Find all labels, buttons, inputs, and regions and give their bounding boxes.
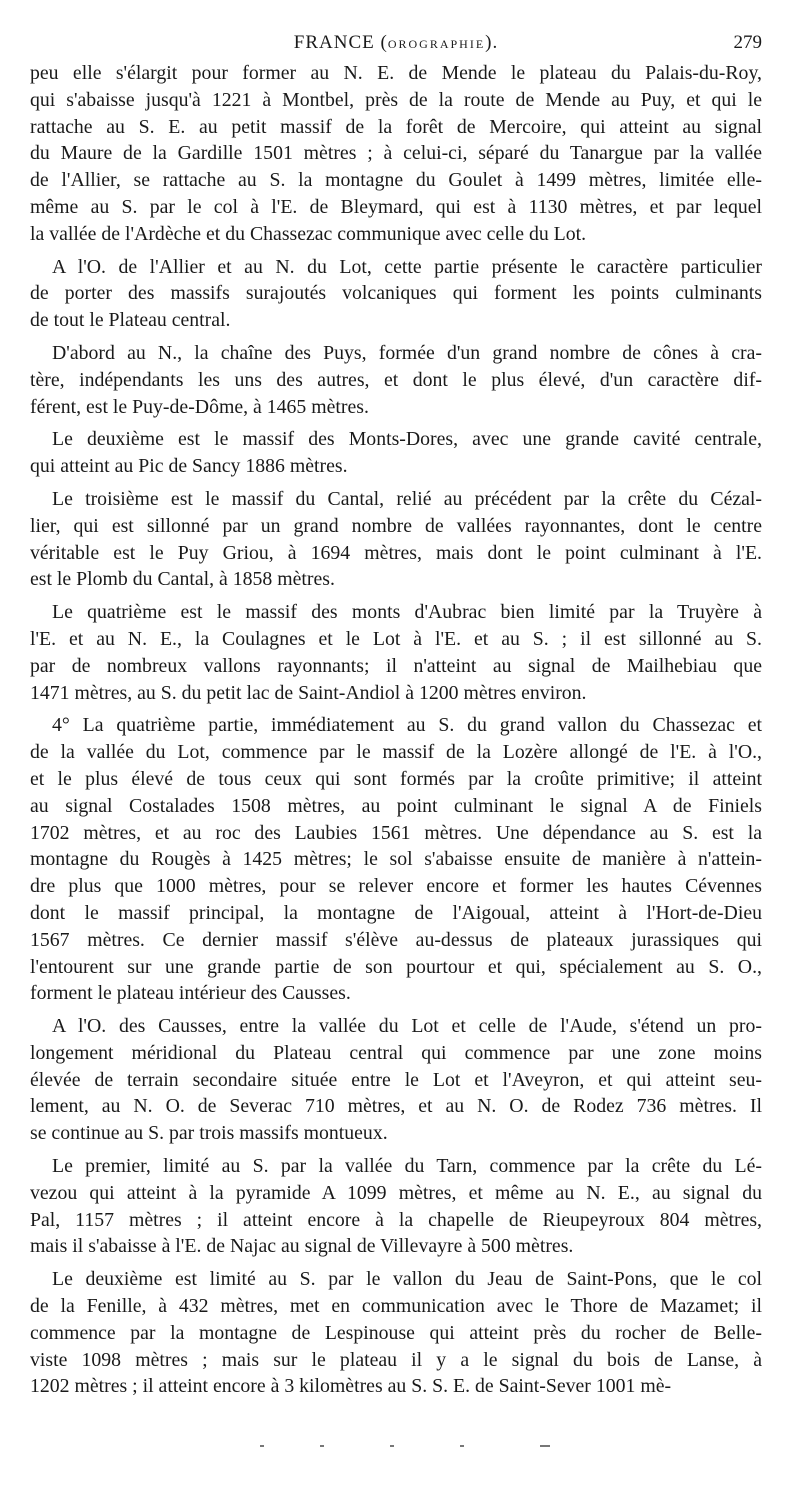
text-line: Le deuxième est le massif des Monts-Dores, avec une grande cavité centrale, bbox=[52, 428, 762, 451]
text-line: peu elle s'élargit pour former au N. E. de Mende le plateau du Palais-du-Roy, bbox=[30, 62, 762, 84]
paragraph bbox=[30, 599, 762, 706]
text-line: 1202 mètres ; il atteint encore à 3 kilomètres au S. S. E. de Saint-Sever 1001 mè- bbox=[30, 1375, 672, 1398]
text-line: de la vallée du Lot, commence par le massif de la Lozère allongé de l'E. à l'O., bbox=[30, 741, 762, 764]
paragraph bbox=[30, 1266, 762, 1400]
text-line: Pal, 1157 mètres ; il atteint encore à la chapelle de Rieupeyroux 804 mètres, bbox=[30, 1208, 762, 1231]
text-line: 4° La quatrième partie, immédiatement au S. du grand vallon du Chassezac et bbox=[52, 714, 762, 737]
page-number: 279 bbox=[733, 32, 762, 53]
paragraph bbox=[30, 486, 762, 593]
text-line: A l'O. de l'Allier et au N. du Lot, cette partie présente le caractère particulier bbox=[52, 255, 762, 278]
text-line: même au S. par le col à l'E. de Bleymard, qui est à 1130 mètres, et par lequel bbox=[30, 195, 762, 218]
page-header bbox=[30, 32, 762, 56]
text-line: commence par la montagne de Lespinouse qui atteint près du rocher de Belle- bbox=[30, 1321, 762, 1344]
bottom-marks bbox=[260, 1445, 560, 1455]
text-line: qui atteint au Pic de Sancy 1886 mètres. bbox=[30, 455, 348, 478]
text-line: par de nombreux vallons rayonnants; il n'atteint au signal de Mailhebiau que bbox=[30, 654, 762, 677]
running-title-sub: OROGRAPHIE bbox=[387, 37, 486, 51]
text-line: vezou qui atteint à la pyramide A 1099 mètres, et même au N. E., au signal du bbox=[30, 1181, 762, 1204]
text-line: 1471 mètres, au S. du petit lac de Saint-Andiol à 1200 mètres environ. bbox=[30, 681, 587, 704]
text-line: lement, au N. O. de Severac 710 mètres, et au N. O. de Rodez 736 mètres. Il bbox=[30, 1095, 762, 1118]
text-line: Le troisième est le massif du Cantal, relié au précédent par la crête du Cézal- bbox=[52, 487, 762, 510]
text-line: rattache au S. E. au petit massif de la forêt de Mercoire, qui atteint au signal bbox=[30, 115, 762, 138]
text-line: dre plus que 1000 mètres, pour se relever encore et former les hautes Cévennes bbox=[30, 875, 762, 898]
text-line: se continue au S. par trois massifs montueux. bbox=[30, 1122, 388, 1145]
text-line: viste 1098 mètres ; mais sur le plateau il y a le signal du bois de Lanse, à bbox=[30, 1348, 762, 1371]
text-line: du Maure de la Gardille 1501 mètres ; à celui-ci, séparé du Tanargue par la vallée bbox=[30, 142, 762, 165]
text-line: D'abord au N., la chaîne des Puys, formée d'un grand nombre de cônes à cra- bbox=[52, 341, 762, 364]
text-line: A l'O. des Causses, entre la vallée du Lot et celle de l'Aude, s'étend un pro- bbox=[52, 1015, 762, 1038]
text-line: dont le massif principal, la montagne de l'Aigoual, atteint à l'Hort-de-Dieu bbox=[30, 901, 762, 924]
text-line: Le quatrième est le massif des monts d'Aubrac bien limité par la Truyère à bbox=[52, 601, 762, 624]
text-line: est le Plomb du Cantal, à 1858 mètres. bbox=[30, 568, 335, 591]
text-line: Le premier, limité au S. par la vallée du Tarn, commence par la crête du Lé- bbox=[52, 1155, 762, 1178]
text-line: de la Fenille, à 432 mètres, met en communication avec le Thore de Mazamet; il bbox=[30, 1295, 762, 1318]
text-line: 1567 mètres. Ce dernier massif s'élève au-dessus de plateaux jurassiques qui bbox=[30, 928, 762, 951]
text-line: tère, indépendants les uns des autres, et dont le plus élevé, d'un caractère dif- bbox=[30, 368, 762, 391]
paragraph bbox=[30, 60, 762, 248]
text-line: 1702 mètres, et au roc des Laubies 1561 mètres. Une dépendance au S. est la bbox=[30, 821, 762, 844]
paragraph bbox=[30, 1153, 762, 1260]
paragraph bbox=[30, 340, 762, 420]
running-title-end: ). bbox=[485, 32, 499, 53]
text-line: forment le plateau intérieur des Causses. bbox=[30, 982, 351, 1005]
text-line: de porter des massifs surajoutés volcaniques qui forment les points culminants bbox=[30, 282, 762, 305]
text-line: de tout le Plateau central. bbox=[30, 309, 231, 332]
text-line: qui s'abaisse jusqu'à 1221 à Montbel, près de la route de Mende au Puy, et qui le bbox=[30, 88, 762, 111]
text-line: montagne du Rougès à 1425 mètres; le sol s'abaisse ensuite de manière à n'attein- bbox=[30, 848, 762, 871]
text-line: lier, qui est sillonné par un grand nombre de vallées rayonnantes, dont le centre bbox=[30, 514, 762, 537]
text-line: élevée de terrain secondaire située entre le Lot et l'Aveyron, et qui atteint seu- bbox=[30, 1068, 762, 1091]
text-line: mais il s'abaisse à l'E. de Najac au signal de Villevayre à 500 mètres. bbox=[30, 1235, 574, 1258]
text-line: férent, est le Puy-de-Dôme, à 1465 mètres. bbox=[30, 395, 369, 418]
running-title-main: FRANCE ( bbox=[293, 32, 388, 53]
paragraph bbox=[30, 712, 762, 1007]
text-line: longement méridional du Plateau central qui commence par une zone moins bbox=[30, 1041, 762, 1064]
text-line: de l'Allier, se rattache au S. la montagne du Goulet à 1499 mètres, limitée elle- bbox=[30, 169, 762, 192]
paragraph bbox=[30, 426, 762, 480]
text-line: au signal Costalades 1508 mètres, au point culminant le signal A de Finiels bbox=[30, 794, 762, 817]
text-line: et le plus élevé de tous ceux qui sont formés par la croûte primitive; il atteint bbox=[30, 767, 762, 790]
text-line: l'E. et au N. E., la Coulagnes et le Lot à l'E. et au S. ; il est sillonné au S. bbox=[30, 627, 762, 650]
text-line: véritable est le Puy Griou, à 1694 mètres, mais dont le point culminant à l'E. bbox=[30, 541, 762, 564]
text-line: l'entourent sur une grande partie de son pourtour et qui, spécialement au S. O., bbox=[30, 955, 762, 978]
paragraph bbox=[30, 1013, 762, 1147]
paragraph bbox=[30, 254, 762, 334]
body-text bbox=[30, 60, 762, 1406]
text-line: Le deuxième est limité au S. par le vallon du Jeau de Saint-Pons, que le col bbox=[52, 1268, 762, 1291]
text-line: la vallée de l'Ardèche et du Chassezac communique avec celle du Lot. bbox=[30, 222, 587, 245]
running-title bbox=[30, 32, 762, 54]
